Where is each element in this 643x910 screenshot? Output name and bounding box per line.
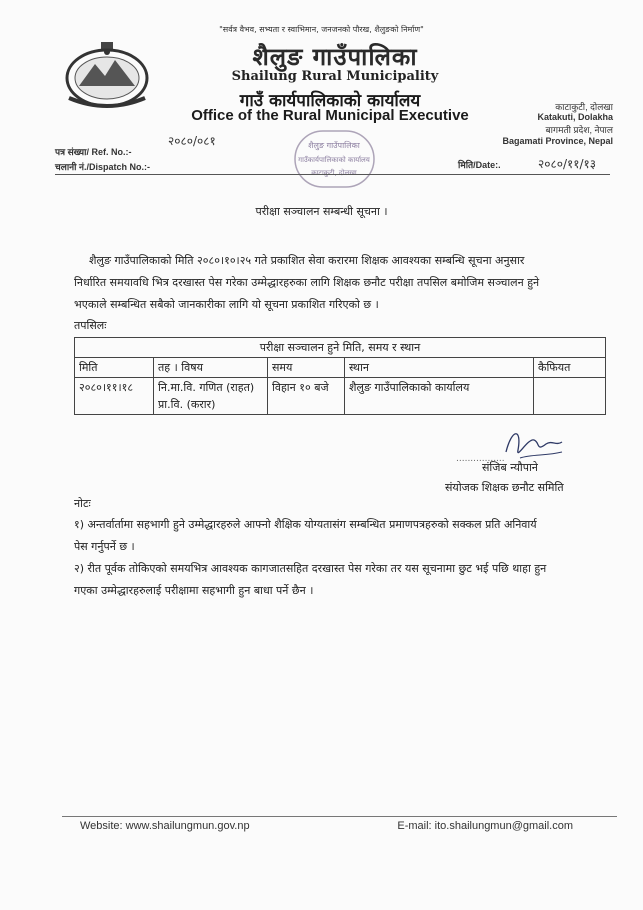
seal-text-1: शैलुङ गाउँपालिका (308, 141, 360, 150)
table-row (75, 378, 606, 415)
address-en-2: Bagamati Province, Nepal (502, 136, 613, 146)
note-item-1-line-1: १) अन्तर्वार्तामा सहभागी हुने उम्मेद्धारहरुले आफ्नो शैक्षिक योग्यतासंग सम्बन्धित प्रमाणपत्रहरुको सक्कल प्रति अनिवार्य (74, 518, 537, 531)
office-seal (292, 128, 377, 190)
note-label: नोटः (74, 497, 91, 510)
municipality-name-np: शैलुङ गाउँपालिका (252, 43, 418, 71)
tapasil-label: तपसिलः (74, 319, 107, 332)
note-item-2-line-1: २) रीत पूर्वक तोकिएको समयभित्र आवश्यक कागजातसहित दरखास्त पेस गरेका तर यस सूचनामा छुट भई पछि थाहा हुन (74, 562, 547, 575)
cell-level-subject (154, 378, 268, 415)
notice-body (74, 250, 614, 316)
municipality-emblem (57, 40, 157, 112)
address-en-1: Katakuti, Dolakha (537, 112, 613, 122)
footer-divider (62, 816, 617, 817)
date-value: २०८०/११/१३ (538, 157, 597, 171)
cell-date: २०८०।११।१८ (75, 378, 154, 415)
office-name-en: Office of the Rural Municipal Executive (191, 107, 469, 124)
signatory-name: संजिब न्यौपाने (482, 461, 538, 474)
col-header-place: स्थान (345, 358, 534, 378)
note-item-1-line-2: पेस गर्नुपर्ने छ । (74, 540, 135, 553)
municipality-name-en: Shailung Rural Municipality (231, 69, 439, 84)
cell-place: शैलुङ गाउँपालिकाको कार्यालय (345, 378, 534, 415)
footer-email: E-mail: ito.shailungmun@gmail.com (397, 820, 573, 832)
notice-subject: परीक्षा सञ्चालन सम्बन्धी सूचना । (255, 205, 388, 218)
body-line: शैलुङ गाउँपालिकाको मिति २०८०।१०।२५ गते प्रकाशित सेवा करारमा शिक्षक आवश्यका सम्बन्धि सूचना अनुसार (89, 254, 525, 267)
office-name-np: गाउँ कार्यपालिकाको कार्यालय (239, 91, 421, 111)
subject-line: प्रा.वि. (करार) (158, 398, 216, 411)
col-header-date: मिति (75, 358, 154, 378)
body-line: निर्धारित समयावधि भित्र दरखास्त पेस गरेका उम्मेद्धारहरुका लागि शिक्षक छनौट परीक्षा तपसिल बमोजिम सञ्चालन हुने (74, 276, 540, 289)
handwritten-signature (498, 422, 568, 464)
signatory-title: संयोजक शिक्षक छनौट समिति (445, 481, 564, 494)
seal-text-2: गाउँकार्यपालिकाको कार्यालय (298, 156, 370, 164)
letterhead-motto: "सर्वत्र वैभव, सभ्यता र स्वाभिमान, जनजनको पौरख, शैलुङको निर्माण" (219, 25, 424, 34)
address-np-1: काटाकुटी, दोलखा (555, 102, 613, 112)
cell-remarks (534, 378, 606, 415)
header-divider (55, 174, 610, 175)
table-caption: परीक्षा सञ्चालन हुने मिति, समय र स्थान (75, 338, 606, 358)
footer-website: Website: www.shailungmun.gov.np (80, 820, 250, 832)
seal-text-3: काटाकुटी, दोलखा (311, 169, 357, 177)
note-list (74, 514, 619, 602)
address-np-2: बागमती प्रदेश, नेपाल (545, 125, 613, 135)
col-header-level-subject: तह । विषय (154, 358, 268, 378)
col-header-remarks: कैफियत (534, 358, 606, 378)
dispatch-label: चलानी नं./Dispatch No.:- (55, 162, 150, 172)
exam-schedule-table (74, 337, 606, 415)
date-label: मिति/Date:. (458, 160, 501, 170)
ref-value: २०८०/०८१ (168, 134, 216, 148)
table-header-row (75, 358, 606, 378)
signature-dotted-line: ................. (456, 454, 505, 464)
subject-line: नि.मा.वि. गणित (राहत) (158, 381, 255, 394)
col-header-time: समय (268, 358, 345, 378)
cell-time: विहान १० बजे (268, 378, 345, 415)
body-line: भएकाले सम्बन्धित सबैको जानकारीका लागि यो सूचना प्रकाशित गरिएको छ । (74, 298, 379, 311)
note-item-2-line-2: गएका उम्मेद्धारहरुलाई परीक्षामा सहभागी हुन बाधा पर्ने छैन । (74, 584, 314, 597)
ref-label: पत्र संख्या/ Ref. No.:- (55, 147, 132, 157)
